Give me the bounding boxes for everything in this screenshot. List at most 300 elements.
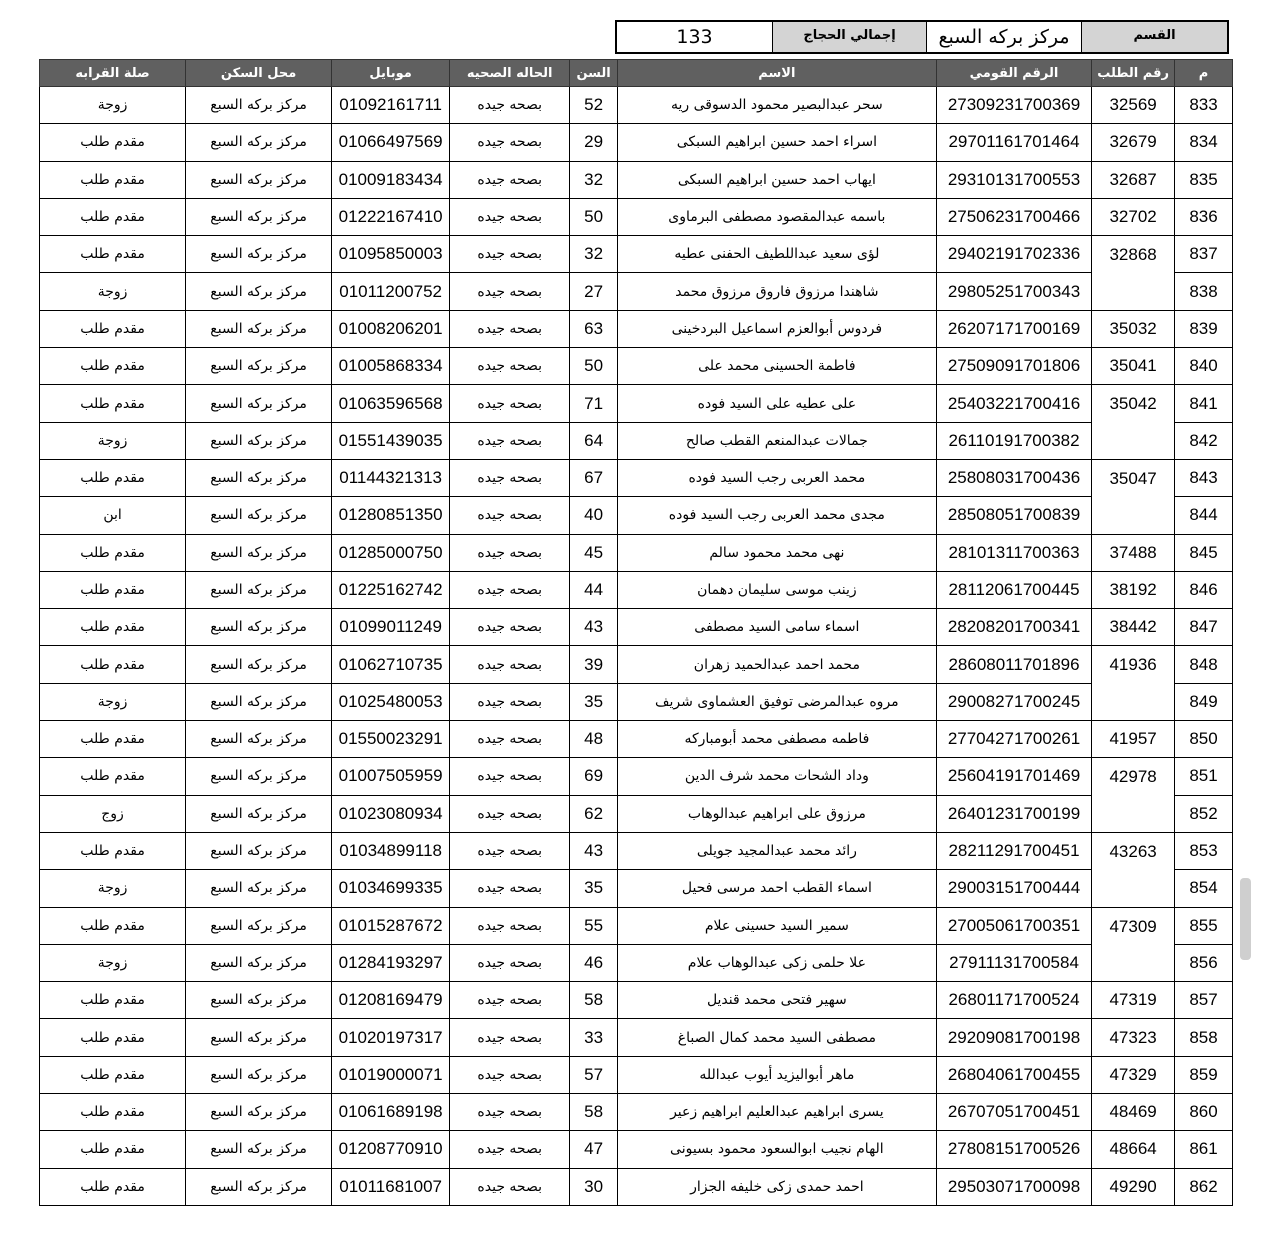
cell-residence: مركز بركه السبع [186, 310, 332, 347]
cell-national-id: 27704271700261 [936, 721, 1091, 758]
cell-health-status: بصحه جيده [450, 795, 570, 832]
cell-residence: مركز بركه السبع [186, 273, 332, 310]
cell-age: 45 [570, 534, 618, 571]
cell-index: 853 [1175, 832, 1233, 869]
table-row [40, 385, 1233, 422]
cell-mobile: 01092161711 [332, 87, 450, 124]
cell-age: 58 [570, 982, 618, 1019]
cell-relation: مقدم طلب [40, 1168, 186, 1205]
cell-residence: مركز بركه السبع [186, 982, 332, 1019]
cell-health-status: بصحه جيده [450, 571, 570, 608]
cell-index: 844 [1175, 497, 1233, 534]
table-row [40, 758, 1233, 795]
cell-health-status: بصحه جيده [450, 721, 570, 758]
cell-age: 32 [570, 236, 618, 273]
header-national-id: الرقم القومي [936, 60, 1091, 87]
cell-name: محمد العربى رجب السيد فوده [617, 459, 936, 496]
cell-health-status: بصحه جيده [450, 385, 570, 422]
cell-health-status: بصحه جيده [450, 1131, 570, 1168]
cell-residence: مركز بركه السبع [186, 1094, 332, 1131]
cell-health-status: بصحه جيده [450, 832, 570, 869]
cell-health-status: بصحه جيده [450, 161, 570, 198]
cell-residence: مركز بركه السبع [186, 385, 332, 422]
cell-relation: مقدم طلب [40, 385, 186, 422]
cell-national-id: 27005061700351 [936, 907, 1091, 944]
cell-relation: مقدم طلب [40, 1094, 186, 1131]
header-request-number: رقم الطلب [1092, 60, 1175, 87]
cell-national-id: 28112061700445 [936, 571, 1091, 608]
cell-relation: مقدم طلب [40, 161, 186, 198]
cell-request-number: 42978 [1092, 758, 1175, 833]
cell-health-status: بصحه جيده [450, 497, 570, 534]
cell-request-number: 49290 [1092, 1168, 1175, 1205]
cell-national-id: 25808031700436 [936, 459, 1091, 496]
cell-name: شاهندا مرزوق فاروق مرزوق محمد [617, 273, 936, 310]
cell-relation: مقدم طلب [40, 832, 186, 869]
cell-mobile: 01095850003 [332, 236, 450, 273]
cell-national-id: 29805251700343 [936, 273, 1091, 310]
cell-mobile: 01222167410 [332, 198, 450, 235]
cell-residence: مركز بركه السبع [186, 646, 332, 683]
cell-name: مروه عبدالمرضى توفيق العشماوى شريف [617, 683, 936, 720]
table-row [40, 87, 1233, 124]
cell-mobile: 01280851350 [332, 497, 450, 534]
cell-relation: مقدم طلب [40, 348, 186, 385]
cell-name: مصطفى السيد محمد كمال الصباغ [617, 1019, 936, 1056]
cell-residence: مركز بركه السبع [186, 721, 332, 758]
table-row [40, 795, 1233, 832]
table-row [40, 1168, 1233, 1205]
cell-mobile: 01008206201 [332, 310, 450, 347]
cell-relation: زوجة [40, 944, 186, 981]
cell-residence: مركز بركه السبع [186, 422, 332, 459]
cell-residence: مركز بركه السبع [186, 534, 332, 571]
cell-age: 35 [570, 683, 618, 720]
cell-age: 63 [570, 310, 618, 347]
cell-index: 861 [1175, 1131, 1233, 1168]
cell-health-status: بصحه جيده [450, 236, 570, 273]
cell-index: 848 [1175, 646, 1233, 683]
cell-relation: مقدم طلب [40, 459, 186, 496]
cell-name: علا حلمى زكى عبدالوهاب علام [617, 944, 936, 981]
cell-index: 851 [1175, 758, 1233, 795]
cell-residence: مركز بركه السبع [186, 1019, 332, 1056]
cell-name: فاطمة الحسينى محمد على [617, 348, 936, 385]
cell-request-number: 47319 [1092, 982, 1175, 1019]
cell-relation: مقدم طلب [40, 1056, 186, 1093]
cell-relation: زوج [40, 795, 186, 832]
cell-health-status: بصحه جيده [450, 1168, 570, 1205]
cell-index: 859 [1175, 1056, 1233, 1093]
cell-national-id: 29503071700098 [936, 1168, 1091, 1205]
cell-relation: مقدم طلب [40, 1131, 186, 1168]
cell-index: 833 [1175, 87, 1233, 124]
table-body [40, 87, 1233, 1206]
cell-mobile: 01005868334 [332, 348, 450, 385]
cell-age: 47 [570, 1131, 618, 1168]
cell-health-status: بصحه جيده [450, 87, 570, 124]
cell-age: 44 [570, 571, 618, 608]
cell-age: 33 [570, 1019, 618, 1056]
cell-age: 50 [570, 348, 618, 385]
cell-relation: مقدم طلب [40, 1019, 186, 1056]
cell-age: 39 [570, 646, 618, 683]
cell-index: 856 [1175, 944, 1233, 981]
cell-national-id: 27506231700466 [936, 198, 1091, 235]
cell-name: ايهاب احمد حسين ابراهيم السبكى [617, 161, 936, 198]
cell-request-number: 43263 [1092, 832, 1175, 907]
cell-index: 857 [1175, 982, 1233, 1019]
cell-name: على عطيه على السيد فوده [617, 385, 936, 422]
cell-national-id: 25604191701469 [936, 758, 1091, 795]
cell-mobile: 01063596568 [332, 385, 450, 422]
cell-request-number: 47329 [1092, 1056, 1175, 1093]
table-row [40, 198, 1233, 235]
cell-residence: مركز بركه السبع [186, 1168, 332, 1205]
cell-relation: مقدم طلب [40, 721, 186, 758]
cell-age: 48 [570, 721, 618, 758]
table-row [40, 721, 1233, 758]
cell-health-status: بصحه جيده [450, 1056, 570, 1093]
cell-request-number: 35041 [1092, 348, 1175, 385]
cell-health-status: بصحه جيده [450, 758, 570, 795]
table-row [40, 534, 1233, 571]
cell-request-number: 41957 [1092, 721, 1175, 758]
cell-age: 27 [570, 273, 618, 310]
cell-national-id: 29209081700198 [936, 1019, 1091, 1056]
cell-name: لؤى سعيد عبداللطيف الحفنى عطيه [617, 236, 936, 273]
cell-relation: مقدم طلب [40, 198, 186, 235]
cell-national-id: 25403221700416 [936, 385, 1091, 422]
cell-relation: مقدم طلب [40, 534, 186, 571]
cell-national-id: 29402191702336 [936, 236, 1091, 273]
cell-relation: مقدم طلب [40, 646, 186, 683]
cell-age: 43 [570, 609, 618, 646]
cell-name: رائد محمد عبدالمجيد جويلى [617, 832, 936, 869]
cell-name: يسرى ابراهيم عبدالعليم ابراهيم زعير [617, 1094, 936, 1131]
cell-health-status: بصحه جيده [450, 310, 570, 347]
cell-relation: زوجة [40, 273, 186, 310]
cell-request-number: 41936 [1092, 646, 1175, 721]
cell-request-number: 32702 [1092, 198, 1175, 235]
cell-request-number: 47323 [1092, 1019, 1175, 1056]
cell-national-id: 29008271700245 [936, 683, 1091, 720]
cell-national-id: 29310131700553 [936, 161, 1091, 198]
table-row [40, 422, 1233, 459]
cell-index: 858 [1175, 1019, 1233, 1056]
cell-health-status: بصحه جيده [450, 459, 570, 496]
header-age: السن [570, 60, 618, 87]
header-name: الاسم [617, 60, 936, 87]
cell-relation: مقدم طلب [40, 571, 186, 608]
cell-request-number: 32569 [1092, 87, 1175, 124]
cell-index: 838 [1175, 273, 1233, 310]
cell-age: 46 [570, 944, 618, 981]
cell-residence: مركز بركه السبع [186, 944, 332, 981]
cell-health-status: بصحه جيده [450, 1094, 570, 1131]
cell-request-number: 38192 [1092, 571, 1175, 608]
cell-health-status: بصحه جيده [450, 683, 570, 720]
cell-residence: مركز بركه السبع [186, 683, 332, 720]
header-health-status: الحاله الصحيه [450, 60, 570, 87]
cell-index: 835 [1175, 161, 1233, 198]
cell-mobile: 01285000750 [332, 534, 450, 571]
header-mobile: موبايل [332, 60, 450, 87]
cell-health-status: بصحه جيده [450, 646, 570, 683]
total-pilgrims-label: إجمالي الحجاج [772, 22, 926, 52]
cell-index: 862 [1175, 1168, 1233, 1205]
cell-health-status: بصحه جيده [450, 273, 570, 310]
cell-name: محمد احمد عبدالحميد زهران [617, 646, 936, 683]
header-residence: محل السكن [186, 60, 332, 87]
cell-index: 860 [1175, 1094, 1233, 1131]
cell-age: 40 [570, 497, 618, 534]
cell-relation: مقدم طلب [40, 124, 186, 161]
cell-request-number: 37488 [1092, 534, 1175, 571]
cell-relation: ابن [40, 497, 186, 534]
cell-residence: مركز بركه السبع [186, 1056, 332, 1093]
cell-index: 837 [1175, 236, 1233, 273]
cell-mobile: 01011200752 [332, 273, 450, 310]
cell-national-id: 27911131700584 [936, 944, 1091, 981]
cell-health-status: بصحه جيده [450, 907, 570, 944]
table-row [40, 1019, 1233, 1056]
cell-age: 67 [570, 459, 618, 496]
cell-name: مرزوق على ابراهيم عبدالوهاب [617, 795, 936, 832]
cell-mobile: 01020197317 [332, 1019, 450, 1056]
table-row [40, 497, 1233, 534]
cell-relation: زوجة [40, 870, 186, 907]
cell-age: 64 [570, 422, 618, 459]
cell-residence: مركز بركه السبع [186, 1131, 332, 1168]
cell-national-id: 26401231700199 [936, 795, 1091, 832]
cell-residence: مركز بركه السبع [186, 459, 332, 496]
table-row [40, 571, 1233, 608]
cell-mobile: 01284193297 [332, 944, 450, 981]
cell-national-id: 27509091701806 [936, 348, 1091, 385]
table-row [40, 124, 1233, 161]
cell-residence: مركز بركه السبع [186, 236, 332, 273]
table-row [40, 870, 1233, 907]
cell-health-status: بصحه جيده [450, 198, 570, 235]
cell-age: 62 [570, 795, 618, 832]
cell-name: مجدى محمد العربى رجب السيد فوده [617, 497, 936, 534]
cell-name: سمير السيد حسينى علام [617, 907, 936, 944]
cell-index: 849 [1175, 683, 1233, 720]
cell-age: 57 [570, 1056, 618, 1093]
cell-health-status: بصحه جيده [450, 534, 570, 571]
cell-national-id: 29701161701464 [936, 124, 1091, 161]
scrollbar-thumb[interactable] [1240, 878, 1251, 960]
cell-mobile: 01009183434 [332, 161, 450, 198]
cell-index: 839 [1175, 310, 1233, 347]
cell-national-id: 28208201700341 [936, 609, 1091, 646]
cell-name: باسمه عبدالمقصود مصطفى البرماوى [617, 198, 936, 235]
cell-name: ماهر أبواليزيد أيوب عبدالله [617, 1056, 936, 1093]
pilgrims-table [39, 59, 1233, 1206]
cell-request-number: 38442 [1092, 609, 1175, 646]
cell-residence: مركز بركه السبع [186, 124, 332, 161]
table-row [40, 982, 1233, 1019]
cell-national-id: 26110191700382 [936, 422, 1091, 459]
table-row [40, 310, 1233, 347]
cell-mobile: 01551439035 [332, 422, 450, 459]
cell-health-status: بصحه جيده [450, 982, 570, 1019]
cell-name: فردوس أبوالعزم اسماعيل البردخينى [617, 310, 936, 347]
table-header-row [40, 60, 1233, 87]
cell-index: 845 [1175, 534, 1233, 571]
cell-age: 32 [570, 161, 618, 198]
cell-mobile: 01061689198 [332, 1094, 450, 1131]
cell-index: 847 [1175, 609, 1233, 646]
table-row [40, 832, 1233, 869]
cell-mobile: 01550023291 [332, 721, 450, 758]
cell-relation: زوجة [40, 683, 186, 720]
cell-national-id: 26707051700451 [936, 1094, 1091, 1131]
cell-mobile: 01208169479 [332, 982, 450, 1019]
cell-request-number: 48469 [1092, 1094, 1175, 1131]
cell-name: وداد الشحات محمد شرف الدين [617, 758, 936, 795]
cell-health-status: بصحه جيده [450, 944, 570, 981]
cell-index: 855 [1175, 907, 1233, 944]
cell-name: احمد حمدى زكى خليفه الجزار [617, 1168, 936, 1205]
cell-mobile: 01007505959 [332, 758, 450, 795]
cell-health-status: بصحه جيده [450, 422, 570, 459]
cell-index: 840 [1175, 348, 1233, 385]
cell-relation: مقدم طلب [40, 982, 186, 1019]
cell-request-number: 35042 [1092, 385, 1175, 460]
cell-index: 852 [1175, 795, 1233, 832]
table-row [40, 348, 1233, 385]
cell-name: فاطمه مصطفى محمد أبومباركه [617, 721, 936, 758]
cell-name: جمالات عبدالمنعم القطب صالح [617, 422, 936, 459]
cell-health-status: بصحه جيده [450, 348, 570, 385]
cell-residence: مركز بركه السبع [186, 348, 332, 385]
cell-mobile: 01034899118 [332, 832, 450, 869]
cell-national-id: 28608011701896 [936, 646, 1091, 683]
table-row [40, 907, 1233, 944]
cell-national-id: 27309231700369 [936, 87, 1091, 124]
cell-age: 58 [570, 1094, 618, 1131]
cell-age: 35 [570, 870, 618, 907]
cell-age: 30 [570, 1168, 618, 1205]
cell-index: 846 [1175, 571, 1233, 608]
cell-age: 52 [570, 87, 618, 124]
cell-health-status: بصحه جيده [450, 124, 570, 161]
cell-index: 836 [1175, 198, 1233, 235]
cell-request-number: 35032 [1092, 310, 1175, 347]
cell-name: سهير فتحى محمد قنديل [617, 982, 936, 1019]
cell-index: 854 [1175, 870, 1233, 907]
cell-age: 71 [570, 385, 618, 422]
cell-residence: مركز بركه السبع [186, 87, 332, 124]
cell-name: سحر عبدالبصير محمود الدسوقى ريه [617, 87, 936, 124]
cell-mobile: 01015287672 [332, 907, 450, 944]
cell-name: زينب موسى سليمان دهمان [617, 571, 936, 608]
header-index: م [1175, 60, 1233, 87]
table-row [40, 1056, 1233, 1093]
cell-mobile: 01066497569 [332, 124, 450, 161]
section-value: مركز بركه السبع [926, 22, 1081, 52]
cell-residence: مركز بركه السبع [186, 795, 332, 832]
cell-residence: مركز بركه السبع [186, 832, 332, 869]
cell-request-number: 32868 [1092, 236, 1175, 311]
cell-mobile: 01099011249 [332, 609, 450, 646]
cell-name: نهى محمد محمود سالم [617, 534, 936, 571]
cell-mobile: 01034699335 [332, 870, 450, 907]
header-relation: صلة القرابه [40, 60, 186, 87]
cell-national-id: 28211291700451 [936, 832, 1091, 869]
cell-national-id: 28508051700839 [936, 497, 1091, 534]
cell-relation: مقدم طلب [40, 609, 186, 646]
cell-residence: مركز بركه السبع [186, 907, 332, 944]
cell-request-number: 32679 [1092, 124, 1175, 161]
cell-relation: مقدم طلب [40, 310, 186, 347]
table-row [40, 944, 1233, 981]
table-row [40, 1131, 1233, 1168]
cell-national-id: 26804061700455 [936, 1056, 1091, 1093]
table-row [40, 273, 1233, 310]
table-row [40, 683, 1233, 720]
cell-residence: مركز بركه السبع [186, 758, 332, 795]
cell-age: 50 [570, 198, 618, 235]
cell-age: 43 [570, 832, 618, 869]
cell-request-number: 35047 [1092, 459, 1175, 534]
cell-health-status: بصحه جيده [450, 609, 570, 646]
cell-index: 841 [1175, 385, 1233, 422]
cell-name: الهام نجيب ابوالسعود محمود بسيونى [617, 1131, 936, 1168]
table-row [40, 609, 1233, 646]
cell-name: اسماء القطب احمد مرسى فحيل [617, 870, 936, 907]
cell-age: 69 [570, 758, 618, 795]
cell-relation: مقدم طلب [40, 907, 186, 944]
cell-relation: زوجة [40, 87, 186, 124]
cell-request-number: 32687 [1092, 161, 1175, 198]
table-row [40, 236, 1233, 273]
cell-name: اسماء سامى السيد مصطفى [617, 609, 936, 646]
cell-national-id: 26207171700169 [936, 310, 1091, 347]
cell-health-status: بصحه جيده [450, 870, 570, 907]
cell-index: 834 [1175, 124, 1233, 161]
cell-age: 29 [570, 124, 618, 161]
cell-residence: مركز بركه السبع [186, 609, 332, 646]
cell-index: 842 [1175, 422, 1233, 459]
cell-relation: زوجة [40, 422, 186, 459]
cell-age: 55 [570, 907, 618, 944]
cell-national-id: 27808151700526 [936, 1131, 1091, 1168]
cell-mobile: 01023080934 [332, 795, 450, 832]
cell-residence: مركز بركه السبع [186, 497, 332, 534]
cell-health-status: بصحه جيده [450, 1019, 570, 1056]
table-row [40, 459, 1233, 496]
cell-mobile: 01011681007 [332, 1168, 450, 1205]
cell-national-id: 28101311700363 [936, 534, 1091, 571]
cell-request-number: 47309 [1092, 907, 1175, 982]
cell-name: اسراء احمد حسين ابراهيم السبكى [617, 124, 936, 161]
section-label: القسم [1081, 22, 1227, 52]
cell-national-id: 29003151700444 [936, 870, 1091, 907]
cell-residence: مركز بركه السبع [186, 571, 332, 608]
cell-residence: مركز بركه السبع [186, 161, 332, 198]
cell-index: 843 [1175, 459, 1233, 496]
cell-request-number: 48664 [1092, 1131, 1175, 1168]
total-pilgrims-value: 133 [676, 26, 713, 48]
cell-residence: مركز بركه السبع [186, 198, 332, 235]
cell-mobile: 01062710735 [332, 646, 450, 683]
cell-mobile: 01225162742 [332, 571, 450, 608]
cell-mobile: 01144321313 [332, 459, 450, 496]
cell-residence: مركز بركه السبع [186, 870, 332, 907]
